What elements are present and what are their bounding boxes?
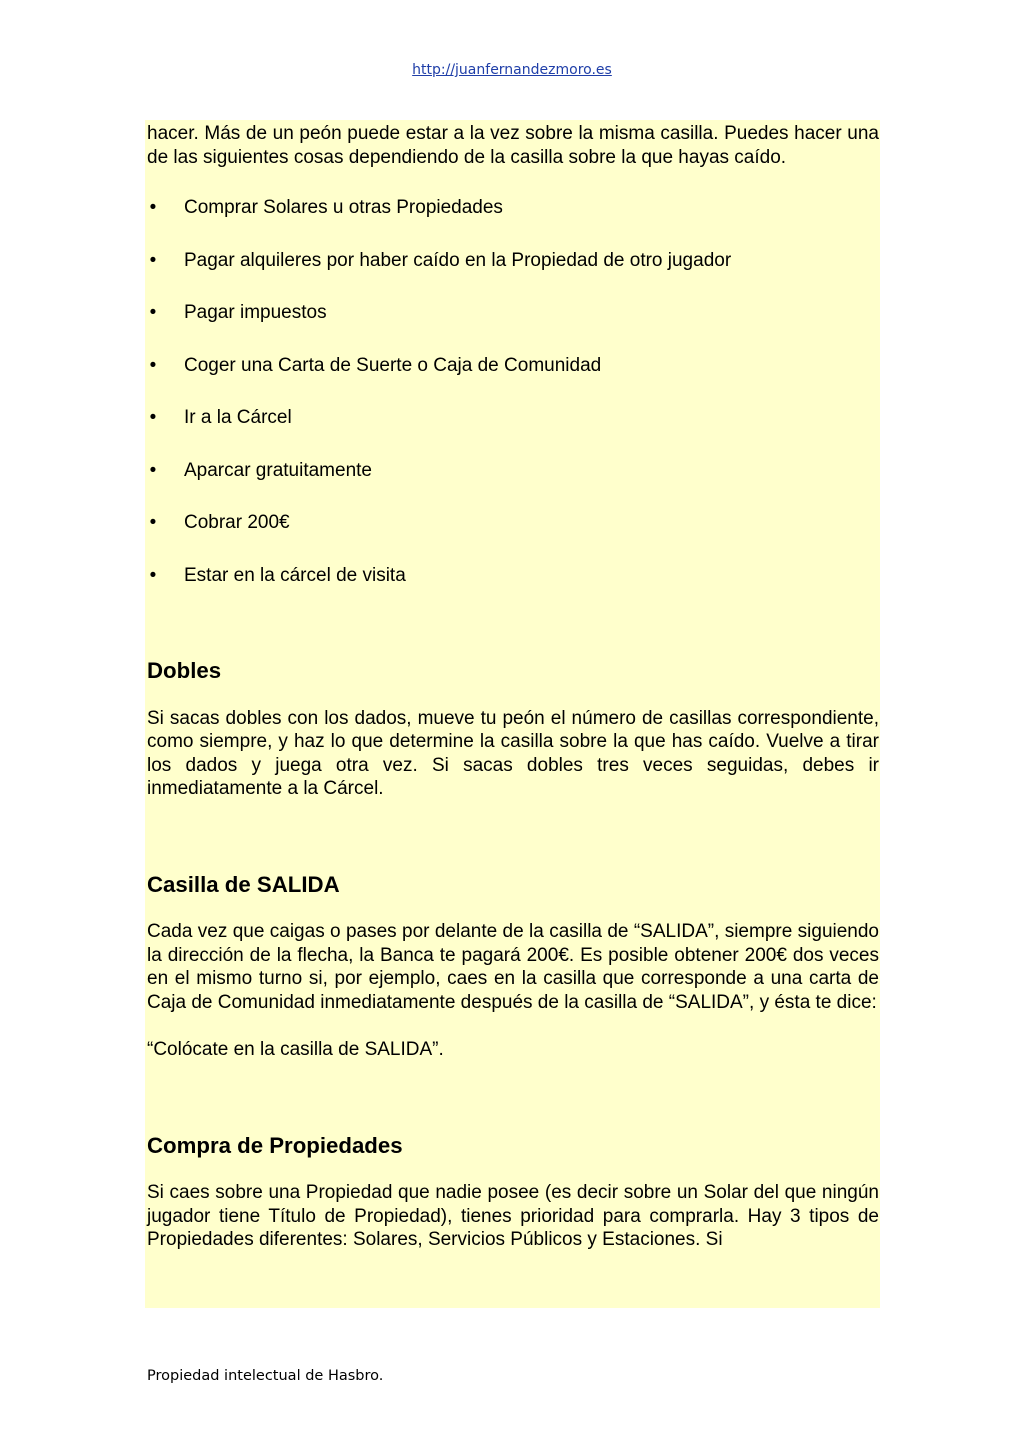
- document-body: [147, 122, 879, 1252]
- section-heading-dobles: Dobles: [147, 658, 222, 683]
- bullet-icon: •: [149, 459, 157, 481]
- bullet-icon: •: [149, 564, 157, 586]
- list-item: [147, 249, 879, 273]
- bullet-icon: •: [149, 354, 157, 376]
- list-item: [147, 354, 879, 378]
- site-link[interactable]: http://juanfernandezmoro.es: [412, 62, 612, 78]
- options-list: [147, 196, 879, 587]
- bullet-icon: •: [149, 302, 157, 323]
- list-item-text: Comprar Solares u otras Propiedades: [184, 197, 503, 218]
- section-body-dobles: Si sacas dobles con los dados, mueve tu peón el número de casillas correspondiente, como siempre, y haz lo que determine la casilla sobre la que has caído. Vuelve a tirar los dados y juega otra vez. Si sacas dobles tres veces seguidas, debes ir inmediatamente a la Cárcel.: [147, 707, 879, 799]
- section-heading-compra: Compra de Propiedades: [147, 1132, 403, 1158]
- list-item-text: Cobrar 200€: [184, 512, 290, 533]
- bullet-icon: •: [149, 407, 157, 428]
- list-item-text: Aparcar gratuitamente: [184, 459, 372, 481]
- list-item: [147, 511, 879, 535]
- section-body-salida: Cada vez que caigas o pases por delante de la casilla de “SALIDA”, siempre siguiendo la dirección de la flecha, la Banca te pagará 200€. Es posible obtener 200€ dos veces en el mismo turno si, por ejemplo, caes en la casilla que corresponde a una carta de Caja de Comunidad inmediatamente después de la casilla de “SALIDA”, y ésta te dice:: [147, 921, 879, 1013]
- list-item-text: Pagar impuestos: [184, 302, 327, 323]
- list-item-text: Estar en la cárcel de visita: [184, 564, 406, 586]
- list-item-text: Ir a la Cárcel: [184, 407, 292, 428]
- list-item-text: Coger una Carta de Suerte o Caja de Comunidad: [184, 354, 602, 376]
- list-item: [147, 301, 879, 325]
- section-body-compra: Si caes sobre una Propiedad que nadie posee (es decir sobre un Solar del que ningún jugador tiene Título de Propiedad), tienes prioridad para comprarla. Hay 3 tipos de Propiedades diferentes: Solares, Servicios Públicos y Estaciones. Si: [147, 1182, 879, 1250]
- list-item: [147, 459, 879, 483]
- list-item-text: Pagar alquileres por haber caído en la Propiedad de otro jugador: [184, 249, 732, 271]
- bullet-icon: •: [149, 512, 157, 533]
- page-footer: Propiedad intelectual de Hasbro.: [147, 1368, 384, 1384]
- list-item: [147, 564, 879, 588]
- intro-paragraph: hacer. Más de un peón puede estar a la vez sobre la misma casilla. Puedes hacer una de las siguientes cosas dependiendo de la casilla sobre la que hayas caído.: [147, 123, 879, 168]
- list-item: [147, 196, 879, 220]
- bullet-icon: •: [149, 249, 157, 271]
- list-item: [147, 406, 879, 430]
- section-quote-salida: “Colócate en la casilla de SALIDA”.: [147, 1039, 444, 1060]
- bullet-icon: •: [149, 197, 157, 218]
- section-heading-salida: Casilla de SALIDA: [147, 871, 340, 897]
